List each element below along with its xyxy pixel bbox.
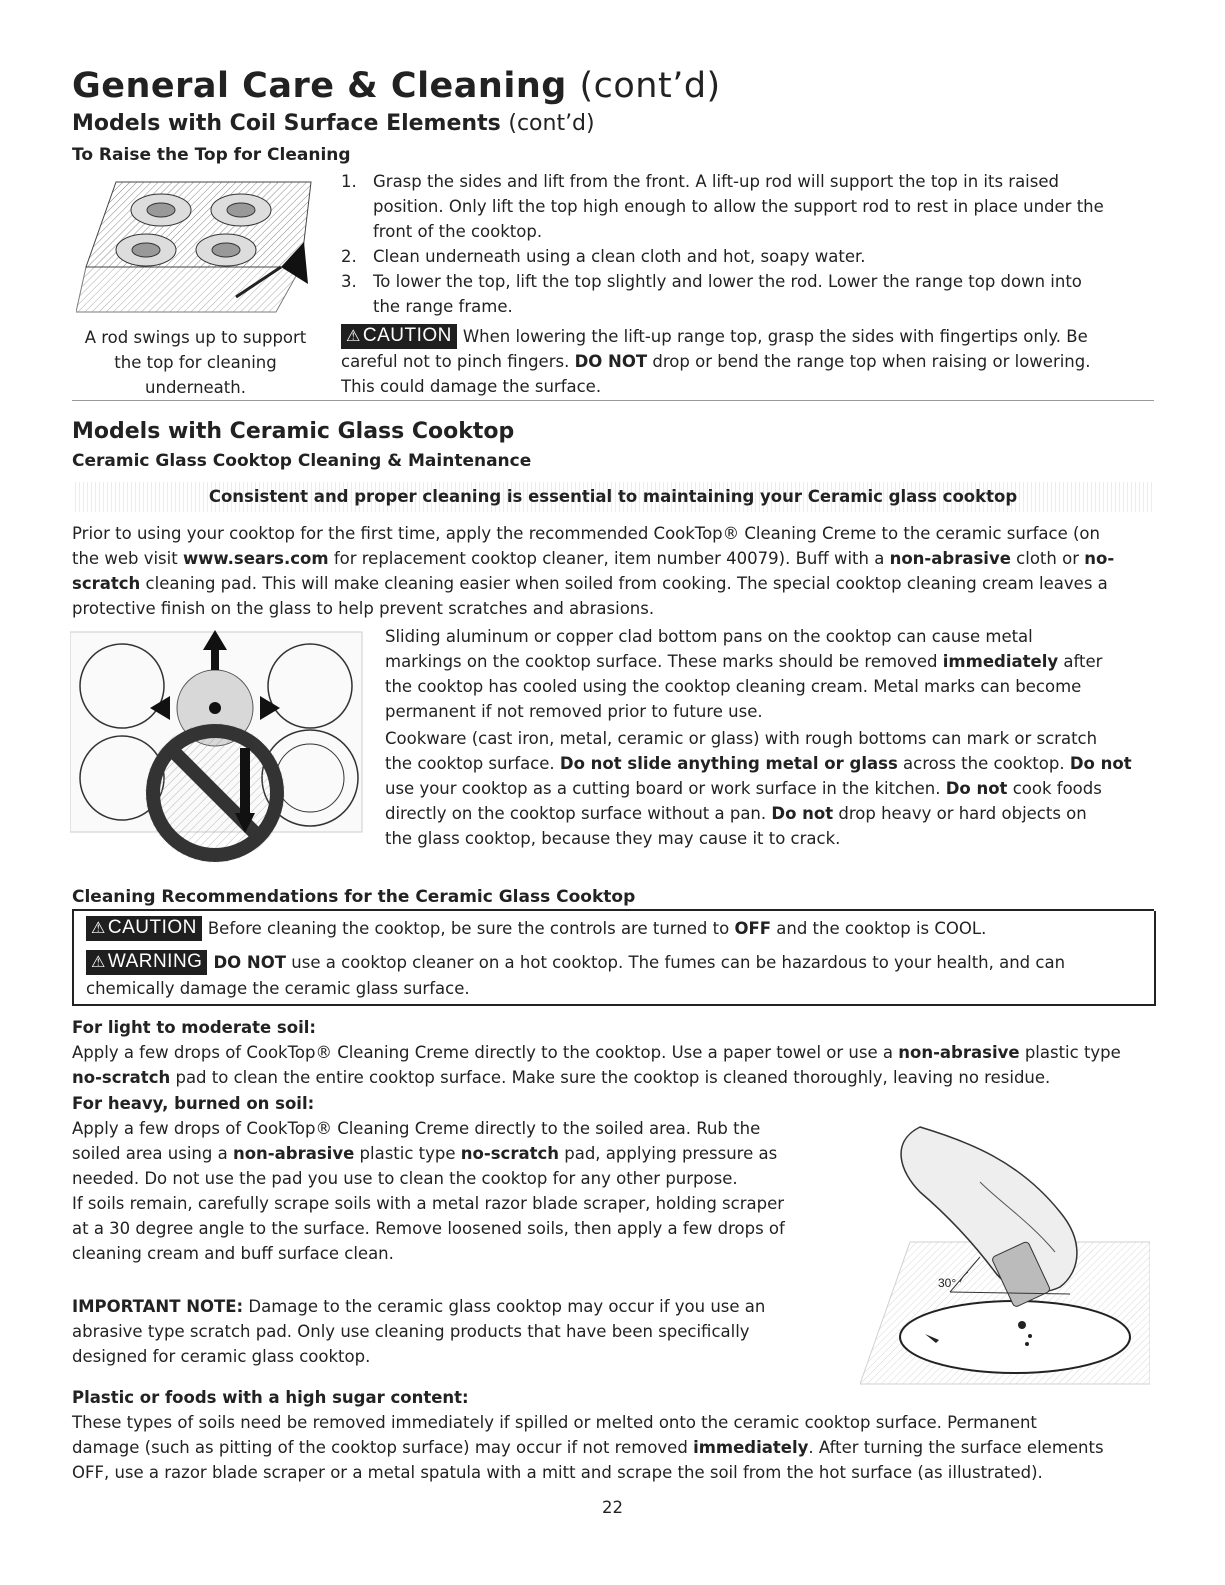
coil-subheading: To Raise the Top for Cleaning: [72, 145, 351, 165]
warning-triangle-icon: ⚠: [346, 328, 361, 345]
heavy-soil-text: cleaning cream and buff surface clean.: [72, 1244, 394, 1263]
sugar-heading: Plastic or foods with a high sugar content:: [72, 1388, 469, 1407]
paragraph-text: markings on the cooktop surface. These marks should be removed: [385, 652, 938, 671]
intro-text: the web visit: [72, 549, 178, 568]
coil-heading-text: Models with Coil Surface Elements: [72, 111, 501, 136]
paragraph-emphasis: Do not slide anything metal or glass: [559, 754, 898, 773]
paragraph-text: use your cooktop as a cutting board or work surface in the kitchen.: [385, 779, 941, 798]
step-number: 2.: [341, 247, 357, 266]
sugar-text: OFF, use a razor blade scraper or a metal spatula with a mitt and scrape the soil from the hot surface (as illustrated).: [72, 1463, 1043, 1482]
step-2: [341, 244, 1161, 269]
angle-label: 30°: [938, 1276, 957, 1290]
intro-text: for replacement cooktop cleaner, item number 40079). Buff with a: [333, 549, 885, 568]
coil-heading-suffix: (cont’d): [508, 111, 595, 136]
paragraph-emphasis: Do not: [945, 779, 1008, 798]
coil-heading: [72, 111, 595, 136]
ceramic-heading: Models with Ceramic Glass Cooktop: [72, 419, 515, 444]
heavy-soil-section: [72, 1091, 832, 1266]
heavy-soil-emphasis: non-abrasive: [232, 1144, 355, 1163]
light-soil-emphasis: non-abrasive: [898, 1043, 1020, 1062]
paragraph-text: cook foods: [1012, 779, 1102, 798]
warning-emphasis: DO NOT: [213, 953, 287, 972]
intro-emphasis: non-abrasive: [889, 549, 1011, 568]
caution-emphasis: OFF: [734, 919, 772, 938]
step-text: front of the cooktop.: [373, 222, 543, 241]
intro-text: Prior to using your cooktop for the first time, apply the recommended CookTop® Cleaning Creme to the ceramic surface (on: [72, 524, 1100, 543]
ceramic-intro: [72, 521, 1162, 621]
caution-text: This could damage the surface.: [341, 377, 602, 396]
heavy-soil-text: pad, applying pressure as: [564, 1144, 778, 1163]
warning-triangle-icon: ⚠: [91, 920, 106, 937]
important-note-text: designed for ceramic glass cooktop.: [72, 1347, 371, 1366]
important-note-text: abrasive type scratch pad. Only use cleaning products that have been specifically: [72, 1322, 750, 1341]
intro-emphasis: no-: [1084, 549, 1115, 568]
raised-top-caption: [68, 325, 323, 400]
paragraph-text: the cooktop surface.: [385, 754, 555, 773]
raise-top-steps: [341, 169, 1161, 319]
caution-emphasis: DO NOT: [574, 352, 648, 371]
paragraph-emphasis: Do not: [1069, 754, 1132, 773]
heavy-soil-text: soiled area using a: [72, 1144, 228, 1163]
paragraph-emphasis: immediately: [942, 652, 1059, 671]
step-text: the range frame.: [373, 297, 513, 316]
paragraph-text: directly on the cooktop surface without a pan.: [385, 804, 767, 823]
heavy-soil-text: at a 30 degree angle to the surface. Remove loosened soils, then apply a few drops of: [72, 1219, 785, 1238]
cookware-paragraph: [385, 726, 1165, 851]
heavy-soil-text: If soils remain, carefully scrape soils with a metal razor blade scraper, holding scraper: [72, 1194, 785, 1213]
light-soil-emphasis: no-scratch: [72, 1068, 171, 1087]
caution-badge: [341, 324, 457, 349]
sugar-text: damage (such as pitting of the cooktop surface) may occur if not removed: [72, 1438, 688, 1457]
paragraph-text: Sliding aluminum or copper clad bottom pans on the cooktop can cause metal: [385, 627, 1033, 646]
intro-text: cleaning pad. This will make cleaning easier when soiled from cooking. The special cooktop cleaning cream leaves a: [145, 574, 1108, 593]
paragraph-text: permanent if not removed prior to future use.: [385, 702, 763, 721]
step-3: [341, 269, 1161, 319]
caution-badge-label: CAUTION: [107, 917, 197, 938]
step-text: To lower the top, lift the top slightly and lower the rod. Lower the range top down into: [373, 272, 1082, 291]
sugar-text: These types of soils need be removed immediately if spilled or melted onto the ceramic cooktop surface. Permanent: [72, 1413, 1037, 1432]
important-note-text: Damage to the ceramic glass cooktop may occur if you use an: [248, 1297, 766, 1316]
light-soil-text: Apply a few drops of CookTop® Cleaning Creme directly to the cooktop. Use a paper towel or use a: [72, 1043, 893, 1062]
warning-text: chemically damage the ceramic glass surface.: [86, 979, 470, 998]
scraper-illustration: [860, 1122, 1150, 1387]
website-link[interactable]: www.sears.com: [182, 549, 329, 568]
step-number: 1.: [341, 172, 357, 191]
caption-line: A rod swings up to support: [84, 328, 307, 347]
raised-top-illustration: [76, 172, 316, 322]
sugar-emphasis: immediately: [693, 1438, 809, 1457]
step-text: Clean underneath using a clean cloth and hot, soapy water.: [373, 247, 866, 266]
caution-text: careful not to pinch fingers.: [341, 352, 570, 371]
caption-line: underneath.: [145, 378, 246, 397]
caption-line: the top for cleaning: [114, 353, 277, 372]
heavy-soil-text: Apply a few drops of CookTop® Cleaning Creme directly to the soiled area. Rub the: [72, 1119, 761, 1138]
recommendations-warning-box: [72, 911, 1156, 1006]
step-number: 3.: [341, 272, 357, 291]
paragraph-text: across the cooktop.: [903, 754, 1065, 773]
no-sliding-illustration: [70, 628, 365, 868]
page-title: [72, 66, 721, 106]
heavy-soil-text: plastic type: [359, 1144, 456, 1163]
warning-badge: [86, 950, 207, 975]
caution-text: drop or bend the range top when raising or lowering.: [652, 352, 1091, 371]
warning-triangle-icon: ⚠: [91, 954, 106, 971]
important-note: [72, 1294, 832, 1369]
page-number: 22: [602, 1498, 623, 1517]
intro-text: cloth or: [1016, 549, 1079, 568]
caution-badge: [86, 916, 202, 941]
recommendations-heading: Cleaning Recommendations for the Ceramic Glass Cooktop: [72, 887, 636, 907]
light-soil-text: plastic type: [1024, 1043, 1121, 1062]
title-suffix: (cont’d): [579, 66, 721, 106]
caution-text: When lowering the lift-up range top, grasp the sides with fingertips only. Be: [462, 327, 1088, 346]
metal-marks-paragraph: [385, 624, 1165, 724]
sugar-section: [72, 1385, 1162, 1485]
paragraph-emphasis: Do not: [771, 804, 834, 823]
step-text: position. Only lift the top high enough to allow the support rod to rest in place under the: [373, 197, 1104, 216]
warning-text: use a cooktop cleaner on a hot cooktop. The fumes can be hazardous to your health, and can: [291, 953, 1066, 972]
light-soil-section: [72, 1015, 1162, 1090]
caution-text: and the cooktop is COOL.: [776, 919, 987, 938]
heavy-soil-heading: For heavy, burned on soil:: [72, 1094, 315, 1113]
paragraph-text: drop heavy or hard objects on: [838, 804, 1087, 823]
warning-badge-label: WARNING: [107, 951, 203, 972]
light-soil-heading: For light to moderate soil:: [72, 1018, 316, 1037]
paragraph-text: the cooktop has cooled using the cooktop cleaning cream. Metal marks can become: [385, 677, 1082, 696]
sugar-text: . After turning the surface elements: [808, 1438, 1104, 1457]
caution-badge-label: CAUTION: [362, 325, 452, 346]
section-divider: [72, 400, 1154, 401]
light-soil-text: pad to clean the entire cooktop surface. Make sure the cooktop is cleaned thoroughly, leaving no residue.: [175, 1068, 1051, 1087]
ceramic-subheading: Ceramic Glass Cooktop Cleaning & Maintenance: [72, 451, 532, 471]
paragraph-text: the glass cooktop, because they may cause it to crack.: [385, 829, 841, 848]
important-note-label: IMPORTANT NOTE:: [72, 1297, 244, 1316]
heavy-soil-emphasis: no-scratch: [460, 1144, 559, 1163]
intro-emphasis: scratch: [72, 574, 141, 593]
cleaning-banner: Consistent and proper cleaning is essential to maintaining your Ceramic glass cooktop: [72, 482, 1154, 512]
intro-text: protective finish on the glass to help prevent scratches and abrasions.: [72, 599, 655, 618]
paragraph-text: Cookware (cast iron, metal, ceramic or glass) with rough bottoms can mark or scratch: [385, 729, 1098, 748]
heavy-soil-text: needed. Do not use the pad you use to clean the cooktop for any other purpose.: [72, 1169, 738, 1188]
step-text: Grasp the sides and lift from the front. A lift-up rod will support the top in its raised: [373, 172, 1059, 191]
title-main: General Care & Cleaning: [72, 66, 567, 106]
paragraph-text: after: [1063, 652, 1103, 671]
caution-text: Before cleaning the cooktop, be sure the controls are turned to: [207, 919, 730, 938]
lift-top-caution: [341, 324, 1161, 399]
step-1: [341, 169, 1161, 244]
